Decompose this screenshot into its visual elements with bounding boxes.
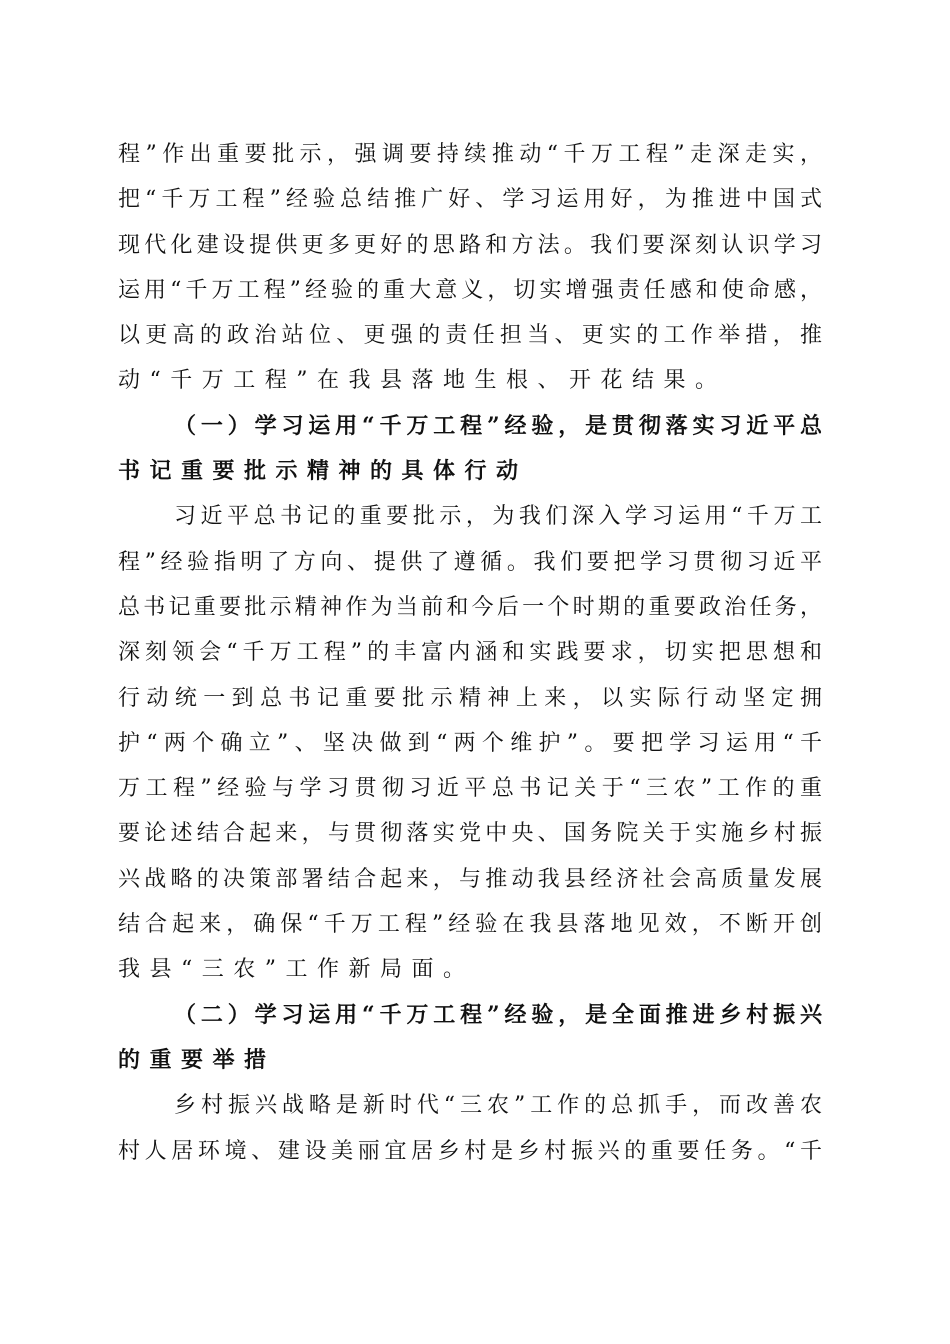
paragraph-line: 乡村振兴战略是新时代“三农”工作的总抓手，而改善农 <box>174 1093 824 1119</box>
paragraph-line: 村人居环境、建设美丽宜居乡村是乡村振兴的重要任务。“千 <box>118 1138 824 1164</box>
section-heading-line: 的重要举措 <box>118 1046 276 1073</box>
paragraph-line: 我县“三农”工作新局面。 <box>118 957 475 983</box>
paragraph-line: 护“两个确立”、坚决做到“两个维护”。要把学习运用“千 <box>118 730 824 756</box>
paragraph-line: 行动统一到总书记重要批示精神上来，以实际行动坚定拥 <box>118 685 824 711</box>
paragraph-line: 结合起来，确保“千万工程”经验在我县落地见效，不断开创 <box>118 912 824 938</box>
paragraph-line: 运用“千万工程”经验的重大意义，切实增强责任感和使命感， <box>118 277 824 303</box>
paragraph-line: 以更高的政治站位、更强的责任担当、更实的工作举措，推 <box>118 323 824 349</box>
document-body <box>118 132 824 1174</box>
section-heading-line: 书记重要批示精神的具体行动 <box>118 458 528 485</box>
section-heading-line: （一）学习运用“千万工程”经验，是贯彻落实习近平总 <box>174 412 824 439</box>
section-heading-line: （二）学习运用“千万工程”经验，是全面推进乡村振兴 <box>174 1001 824 1028</box>
paragraph-line: 程”经验指明了方向、提供了遵循。我们要把学习贯彻习近平 <box>118 549 824 575</box>
paragraph-line: 万工程”经验与学习贯彻习近平总书记关于“三农”工作的重 <box>118 776 824 802</box>
paragraph-line: 程”作出重要批示，强调要持续推动“千万工程”走深走实， <box>118 142 824 167</box>
paragraph-line: 把“千万工程”经验总结推广好、学习运用好，为推进中国式 <box>118 187 824 213</box>
paragraph-line: 深刻领会“千万工程”的丰富内涵和实践要求，切实把思想和 <box>118 640 824 666</box>
paragraph-line: 兴战略的决策部署结合起来，与推动我县经济社会高质量发展 <box>118 866 824 892</box>
paragraph-line: 现代化建设提供更多更好的思路和方法。我们要深刻认识学习 <box>118 232 824 258</box>
paragraph-line: 总书记重要批示精神作为当前和今后一个时期的重要政治任务， <box>118 594 824 620</box>
paragraph-line: 要论述结合起来，与贯彻落实党中央、国务院关于实施乡村振 <box>118 821 824 847</box>
paragraph-line: 动“千万工程”在我县落地生根、开花结果。 <box>118 368 727 394</box>
paragraph-line: 习近平总书记的重要批示，为我们深入学习运用“千万工 <box>174 504 824 530</box>
